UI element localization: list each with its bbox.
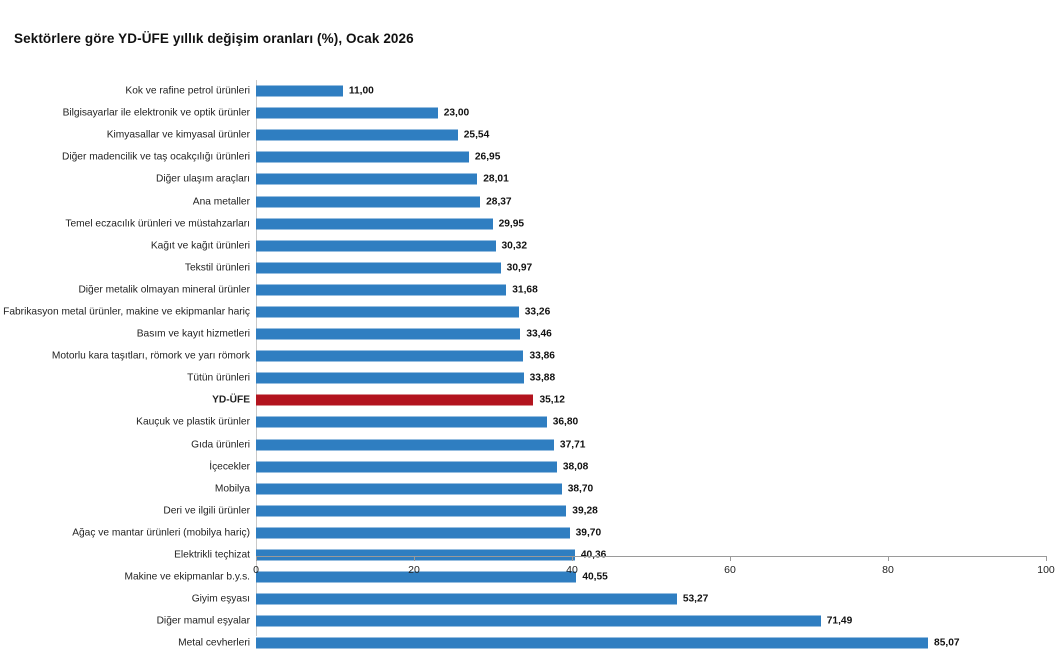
category-label-row — [0, 434, 256, 456]
bar[interactable] — [256, 505, 566, 516]
bar-track — [256, 638, 928, 649]
category-label: Giyim eşyası — [191, 593, 250, 605]
bar-track — [256, 505, 566, 516]
category-label: Deri ve ilgili ürünler — [163, 505, 250, 517]
bar[interactable] — [256, 638, 928, 649]
bar[interactable] — [256, 262, 501, 273]
bar-track — [256, 329, 520, 340]
bar-track — [256, 86, 343, 97]
tick-label: 40 — [566, 564, 578, 576]
bar-track — [256, 130, 458, 141]
bar-track — [256, 373, 524, 384]
bar-row[interactable] — [256, 434, 1046, 456]
bar[interactable] — [256, 527, 570, 538]
tick-label: 80 — [882, 564, 894, 576]
tick-mark — [888, 556, 889, 561]
bar-row[interactable] — [256, 190, 1046, 212]
bar-value-label: 33,26 — [524, 306, 551, 318]
bar-track — [256, 417, 547, 428]
bar-value-label: 38,70 — [567, 483, 594, 495]
bar[interactable] — [256, 196, 480, 207]
bar-track — [256, 439, 554, 450]
category-label: Makine ve ekipmanlar b.y.s. — [124, 571, 250, 583]
bar-track — [256, 108, 438, 119]
bar-track — [256, 351, 523, 362]
category-label-row — [0, 456, 256, 478]
bar-value-label: 71,49 — [826, 615, 853, 627]
category-label: Tekstil ürünleri — [184, 262, 250, 274]
category-label-row — [0, 235, 256, 257]
bar-track — [256, 174, 477, 185]
bar-row[interactable] — [256, 588, 1046, 610]
category-label: YD-ÜFE — [212, 394, 250, 406]
bar[interactable] — [256, 594, 677, 605]
bar-row[interactable] — [256, 632, 1046, 654]
bar-row[interactable] — [256, 235, 1046, 257]
bar-track — [256, 483, 562, 494]
category-label-row — [0, 632, 256, 654]
chart-title: Sektörlere göre YD-ÜFE yıllık değişim oranları (%), Ocak 2026 — [14, 31, 414, 46]
x-axis-ticks — [253, 556, 1055, 576]
bar-highlight[interactable] — [256, 395, 533, 406]
tick-mark — [730, 556, 731, 561]
category-label: Diğer mamul eşyalar — [156, 615, 250, 627]
bar-value-label: 33,86 — [529, 350, 555, 362]
bar[interactable] — [256, 86, 343, 97]
category-label: Temel eczacılık ürünleri ve müstahzarları — [65, 218, 250, 230]
bar[interactable] — [256, 108, 438, 119]
bar-value-label: 28,37 — [486, 196, 512, 208]
bar-track — [256, 240, 496, 251]
tick-label: 0 — [253, 564, 259, 576]
bar-value-label: 36,80 — [552, 416, 579, 428]
bar-track — [256, 196, 480, 207]
bar-value-label: 30,32 — [501, 240, 528, 252]
bar-track — [256, 395, 533, 406]
category-label-row — [0, 522, 256, 544]
bar-track — [256, 218, 493, 229]
category-label-row — [0, 500, 256, 522]
bar-value-label: 38,08 — [562, 461, 589, 473]
bar-track — [256, 594, 677, 605]
category-label: Fabrikasyon metal ürünler, makine ve ekipmanlar hariç — [3, 306, 250, 318]
category-label: Gıda ürünleri — [191, 439, 250, 451]
bar[interactable] — [256, 152, 469, 163]
category-label-row — [0, 257, 256, 279]
tick-label: 20 — [408, 564, 420, 576]
bar[interactable] — [256, 483, 562, 494]
tick-mark — [414, 556, 415, 561]
bar-value-label: 33,46 — [526, 328, 552, 340]
category-label-row — [0, 367, 256, 389]
category-label-row — [0, 323, 256, 345]
bar-row[interactable] — [256, 124, 1046, 146]
bar-row[interactable] — [256, 367, 1046, 389]
category-label: İçecekler — [209, 461, 250, 473]
bar-row[interactable] — [256, 213, 1046, 235]
category-label: Kok ve rafine petrol ürünleri — [125, 85, 250, 97]
category-label: Basım ve kayıt hizmetleri — [136, 328, 250, 340]
bar[interactable] — [256, 417, 547, 428]
bar-value-label: 23,00 — [443, 107, 470, 119]
bar[interactable] — [256, 329, 520, 340]
category-label-row — [0, 168, 256, 190]
bar-track — [256, 461, 557, 472]
bar-track — [256, 527, 570, 538]
tick-mark — [1046, 556, 1047, 561]
bar-value-label: 85,07 — [934, 637, 960, 649]
bar[interactable] — [256, 130, 458, 141]
bar-row[interactable] — [256, 301, 1046, 323]
category-label-row — [0, 301, 256, 323]
bar-track — [256, 616, 821, 627]
category-label: Kimyasallar ve kimyasal ürünler — [106, 129, 250, 141]
bar-row[interactable] — [256, 411, 1046, 433]
bar-value-label: 39,28 — [572, 505, 598, 517]
category-label-row — [0, 588, 256, 610]
category-label: Bilgisayarlar ile elektronik ve optik ürünler — [62, 107, 250, 119]
bar[interactable] — [256, 439, 554, 450]
category-label-row — [0, 411, 256, 433]
bar-row[interactable] — [256, 389, 1046, 411]
bar-value-label: 28,01 — [483, 173, 509, 185]
bar-track — [256, 284, 506, 295]
category-label-row — [0, 478, 256, 500]
category-label-row — [0, 345, 256, 367]
bar[interactable] — [256, 306, 519, 317]
bar-value-label: 35,12 — [539, 394, 565, 406]
bar-value-label: 39,70 — [575, 527, 602, 539]
bar-row[interactable] — [256, 102, 1046, 124]
bar-value-label: 40,55 — [582, 571, 608, 583]
bar-row[interactable] — [256, 279, 1046, 301]
category-label-row — [0, 124, 256, 146]
bar-row[interactable] — [256, 146, 1046, 168]
bar-row[interactable] — [256, 323, 1046, 345]
bar[interactable] — [256, 461, 557, 472]
bar-row[interactable] — [256, 257, 1046, 279]
tick-label: 100 — [1037, 564, 1055, 576]
bar-value-label: 37,71 — [559, 439, 586, 451]
tick-mark — [572, 556, 573, 561]
category-label-row — [0, 389, 256, 411]
bar-track — [256, 152, 469, 163]
category-label-row — [0, 566, 256, 588]
category-label-row — [0, 544, 256, 566]
category-label: Tütün ürünleri — [187, 372, 250, 384]
category-label-row — [0, 610, 256, 632]
bar-track — [256, 262, 501, 273]
category-label: Ana metaller — [192, 196, 250, 208]
category-label: Diğer ulaşım araçları — [156, 173, 250, 185]
category-label: Kauçuk ve plastik ürünler — [136, 416, 250, 428]
category-label: Kağıt ve kağıt ürünleri — [150, 240, 250, 252]
category-label-row — [0, 102, 256, 124]
bar-row[interactable] — [256, 478, 1046, 500]
bar-value-label: 33,88 — [529, 372, 556, 384]
category-label: Motorlu kara taşıtları, römork ve yarı römork — [51, 350, 250, 362]
category-label: Diğer metalik olmayan mineral ürünler — [78, 284, 250, 296]
bar-value-label: 31,68 — [512, 284, 538, 296]
category-label: Ağaç ve mantar ürünleri (mobilya hariç) — [72, 527, 250, 539]
bar-value-label: 11,00 — [348, 85, 374, 97]
category-label: Metal cevherleri — [178, 637, 250, 649]
category-label: Elektrikli teçhizat — [174, 549, 250, 561]
bar-row[interactable] — [256, 456, 1046, 478]
bar[interactable] — [256, 218, 493, 229]
bar-value-label: 26,95 — [474, 151, 501, 163]
category-label-row — [0, 80, 256, 102]
tick-mark — [256, 556, 257, 561]
bar-row[interactable] — [256, 500, 1046, 522]
bar-value-label: 29,95 — [498, 218, 525, 230]
bar[interactable] — [256, 240, 496, 251]
category-label: Mobilya — [214, 483, 250, 495]
bar[interactable] — [256, 174, 477, 185]
category-label-row — [0, 190, 256, 212]
category-label-row — [0, 279, 256, 301]
bar-track — [256, 306, 519, 317]
category-label-row — [0, 146, 256, 168]
bar[interactable] — [256, 616, 821, 627]
bar[interactable] — [256, 351, 523, 362]
bar-row[interactable] — [256, 610, 1046, 632]
bar-value-label: 53,27 — [682, 593, 709, 605]
category-label-column — [0, 80, 256, 654]
category-label: Diğer madencilik ve taş ocakçılığı ürünleri — [62, 151, 250, 163]
tick-label: 60 — [724, 564, 736, 576]
bar-row[interactable] — [256, 522, 1046, 544]
bar[interactable] — [256, 373, 524, 384]
category-label-row — [0, 213, 256, 235]
bar-row[interactable] — [256, 80, 1046, 102]
bar-value-label: 25,54 — [463, 129, 490, 141]
bar[interactable] — [256, 284, 506, 295]
bar-row[interactable] — [256, 168, 1046, 190]
bar-value-label: 30,97 — [506, 262, 533, 274]
bar-row[interactable] — [256, 345, 1046, 367]
